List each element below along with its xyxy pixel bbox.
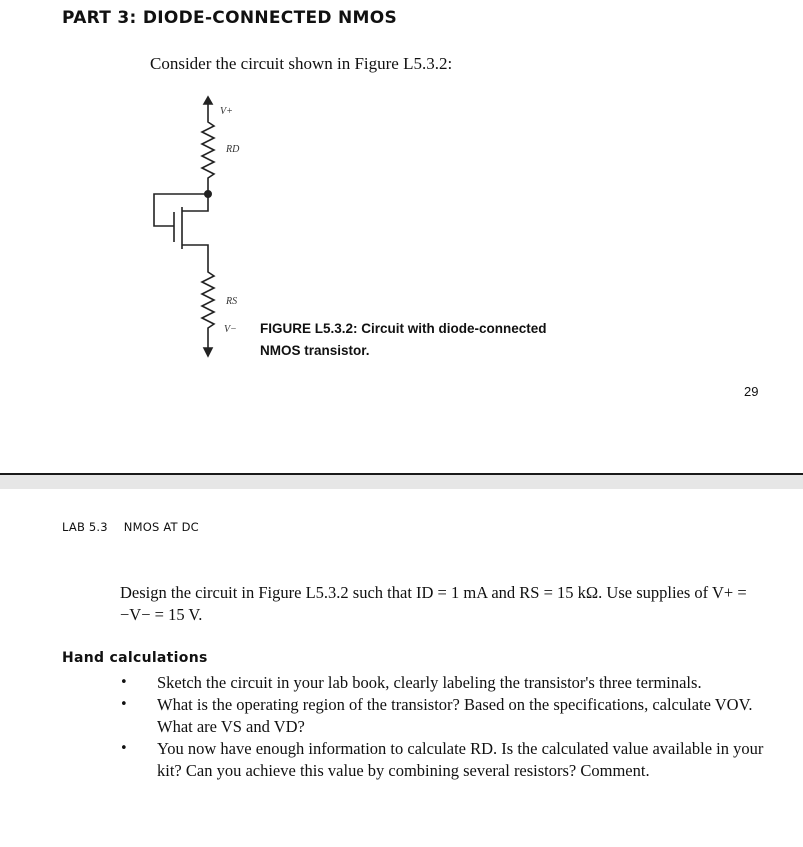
drain-resistor-label: RD (226, 144, 240, 155)
page-gap (0, 475, 803, 489)
source-lead (182, 245, 208, 256)
list-item: • You now have enough information to calculate RD. Is the calculated value available in your kit? Can you achieve this value by combining several resistors? Comment. (120, 738, 770, 782)
page-number: 29 (744, 384, 759, 399)
bottom-supply-label: V− (224, 324, 237, 335)
drain-lead (182, 194, 208, 211)
circuit-figure (140, 92, 260, 360)
hand-calculations-title: Hand calculations (62, 650, 208, 666)
running-head-lab: LAB 5.3 (62, 520, 108, 534)
design-paragraph: Design the circuit in Figure L5.3.2 such that ID = 1 mA and RS = 15 kΩ. Use supplies of V+ = −V− = 15 V. (120, 583, 747, 624)
source-resistor (202, 256, 214, 342)
top-supply-arrow (204, 97, 212, 104)
drain-resistor (202, 118, 214, 194)
intro-text: Consider the circuit shown in Figure L5.3.2: (150, 54, 453, 73)
source-resistor-label: RS (226, 296, 238, 307)
running-head (62, 520, 199, 534)
section-heading: PART 3: DIODE-CONNECTED NMOS (62, 8, 398, 28)
gate-drain-wire (154, 194, 208, 226)
top-supply-label: V+ (220, 106, 233, 117)
list-item: • What is the operating region of the transistor? Based on the specifications, calculate VOV. What are VS and VD? (120, 694, 770, 738)
hand-calculations-list (120, 672, 770, 782)
running-head-title: NMOS AT DC (123, 520, 199, 534)
list-item: • Sketch the circuit in your lab book, clearly labeling the transistor's three terminals. (120, 672, 770, 694)
bottom-supply-arrow (204, 348, 212, 356)
figure-caption: FIGURE L5.3.2: Circuit with diode-connected NMOS transistor. (260, 321, 547, 358)
